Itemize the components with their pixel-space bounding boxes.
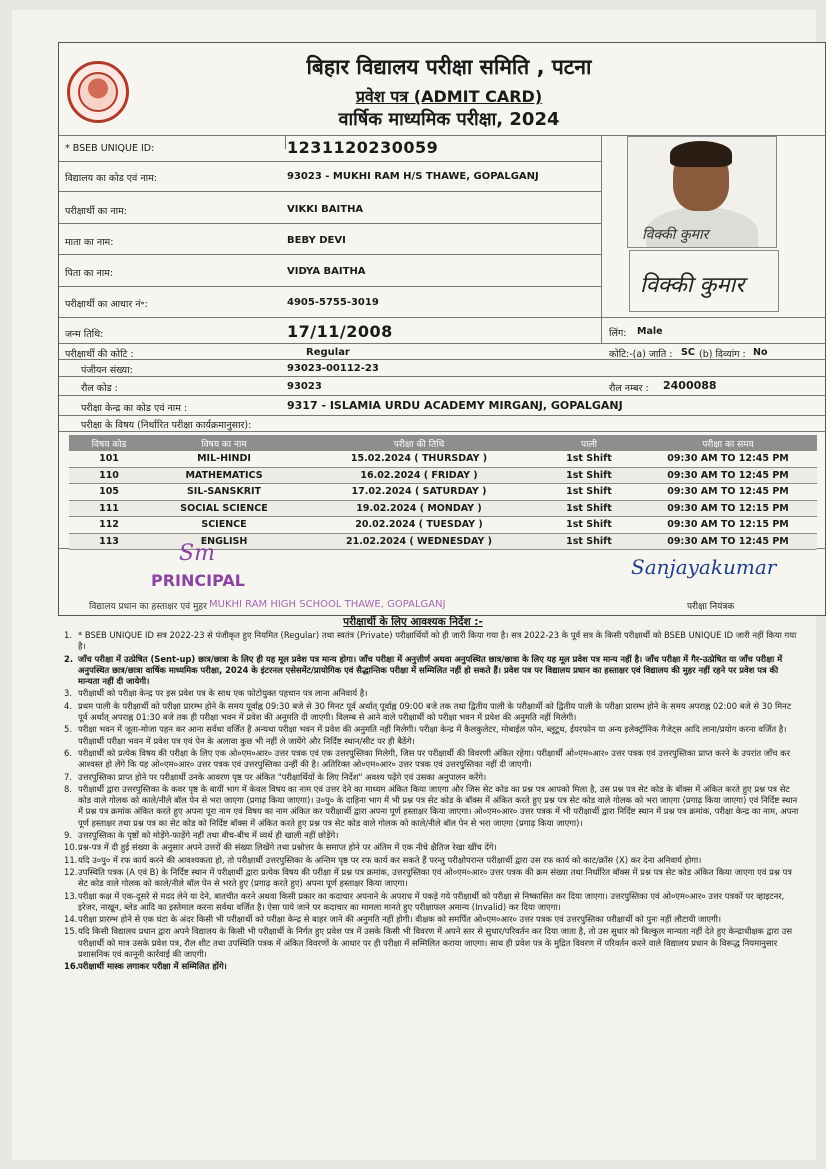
- list-item: 2. जाँच परीक्षा में उत्प्रेषित (Sent-up) छात्र/छात्रा के लिए ही यह मूल प्रवेश पत्र मान्य होगा। जाँच परीक्षा में अनुत्तीर्ण अथवा अनुपस्थित छात्र/छात्रा के लिए यह मूल प्रवेश पत्र मान्य नहीं है। जाँच परीक्षा में गैर-उत्प्रेषित या जाँच परीक्षा में अनुपस्थित छात्र/छात्रा वार्षिक माध्यमिक परीक्षा, 2024 के इंटरनल एसेसमेंट/प्रायोगिक एवं सैद्धान्तिक परीक्षा में सम्मिलित नहीं हो सकते हैं। प्रवेश पत्र पर विद्यालय प्रधान का हस्ताक्षर एवं विद्यालय की मुहर नहीं रहने पर प्रवेश पत्र की मान्यता नहीं दी जायेगी।: [64, 653, 783, 687]
- list-item: 10.प्रश्न-पत्र में दी हुई संख्या के अनुसार अपने उत्तरों की संख्या लिखेंगे तथा प्रश्नोत्तर के समाप्त होने पर अंतिम में एक नीचे क्षैतिज रेखा खींच देंगे।: [64, 842, 497, 853]
- list-item: 7. उत्तरपुस्तिका प्राप्त होने पर परीक्षार्थी उनके आवरण पृष्ठ पर अंकित "परीक्षार्थियों के लिए निर्देश" अवश्य पढ़ेंगे एवं उसका अनुपालन करेंगे।: [64, 771, 487, 782]
- header-exam-date: परीक्षा की तिथि: [393, 439, 445, 450]
- school-value: 93023 - MUKHI RAM H/S THAWE, GOPALGANJ: [287, 171, 539, 182]
- row-code: 105: [99, 486, 119, 498]
- gender-value: Male: [637, 326, 663, 337]
- candidate-name-label: परीक्षार्थी का नाम:: [65, 206, 127, 217]
- list-item: 9. उत्तरपुस्तिका के पृष्ठों को मोड़ेंगे-फाड़ेंगे नहीं तथा बीच-बीच में व्यर्थ ही खाली नहीं छोड़ेंगे।: [64, 830, 339, 841]
- list-item: 14.परीक्षा प्रारम्भ होने से एक घंटा के अंदर किसी भी परीक्षार्थी को परीक्षा केन्द्र से बाहर जाने की अनुमति नहीं होगी। वीक्षक को समर्पित ओ०एम०आर० उत्तर पत्रक एवं उत्तरपुस्तिका परीक्षार्थी को पुनः नहीं लौटायी जाएगी।: [64, 914, 722, 925]
- header-subject-name: विषय का नाम: [201, 439, 247, 450]
- principal-signature: Sm: [179, 541, 215, 566]
- list-item: 11.यदि उ०पु० में रफ कार्य करने की आवश्यकता हो, तो परीक्षार्थी उत्तरपुस्तिका के अन्तिम पृष्ठ पर रफ कार्य कर सकते हैं परन्तु परीक्षोपरान्त परीक्षार्थी द्वारा उस रफ कार्य को काट/क्रॉस (X) कर देना अनिवार्य होगा।: [64, 854, 702, 865]
- controller-signature: Sanjayakumar: [631, 555, 777, 579]
- exam-schedule-table: [69, 435, 817, 550]
- father-name-label: पिता का नाम:: [65, 268, 114, 279]
- aadhaar-value: 4905-5755-3019: [287, 297, 379, 308]
- row-subject: SIL-SANSKRIT: [186, 486, 262, 498]
- header-shift: पाली: [581, 439, 597, 450]
- category-value: Regular: [306, 347, 350, 358]
- row-date: 17.02.2024 ( SATURDAY ): [351, 486, 487, 498]
- instructions-list: [64, 630, 802, 974]
- row-date: 20.02.2024 ( TUESDAY ): [355, 519, 483, 531]
- row-time: 09:30 AM TO 12:45 PM: [667, 486, 789, 498]
- row-shift: 1st Shift: [566, 519, 612, 531]
- row-code: 113: [99, 535, 119, 547]
- candidate-signature-box: [629, 250, 779, 312]
- unique-id-label: * BSEB UNIQUE ID:: [65, 143, 155, 154]
- candidate-name-value: VIKKI BAITHA: [287, 204, 364, 215]
- row-time: 09:30 AM TO 12:45 PM: [667, 453, 789, 465]
- roll-code-value: 93023: [287, 381, 322, 392]
- row-shift: 1st Shift: [566, 453, 612, 465]
- mother-name-value: BEBY DEVI: [287, 235, 346, 246]
- row-time: 09:30 AM TO 12:45 PM: [667, 469, 789, 481]
- row-time: 09:30 AM TO 12:45 PM: [667, 535, 789, 547]
- exam-title: वार्षिक माध्यमिक परीक्षा, 2024: [338, 109, 560, 130]
- principal-stamp: PRINCIPAL: [151, 571, 245, 590]
- row-date: 15.02.2024 ( THURSDAY ): [350, 453, 488, 465]
- table-row: [69, 501, 817, 518]
- list-item: 16.परीक्षार्थी मास्क लगाकर परीक्षा में सम्मिलित होंगे।: [64, 961, 227, 972]
- row-code: 101: [99, 453, 119, 465]
- candidate-photo: [627, 136, 777, 248]
- disability-value: No: [753, 347, 768, 358]
- school-label: विद्यालय का कोड एवं नाम:: [65, 173, 157, 184]
- row-subject: MIL-HINDI: [197, 453, 251, 465]
- principal-label: विद्यालय प्रधान का हस्ताक्षर एवं मुहर: [89, 602, 207, 612]
- list-item: 12.उपस्थिति पत्रक (A एवं B) के निर्दिष्ट स्थान में परीक्षार्थी द्वारा प्रत्येक विषय की परीक्षा में प्रश्न पत्र क्रमांक, उत्तरपुस्तिका एवं ओ०एम०आर० उत्तर पत्रक की क्रम संख्या तथा निर्धारित बॉक्स में प्रश्न पत्र सेट कोड अंकित किया जाएगा एवं प्रश्न पत्र सेट कोड वाले गोलक को काले/नीले बॉल पेन से भरते हुए (प्रगाढ़ करते हुए) अपना पूर्ण हस्ताक्षर किया जाएगा।: [64, 866, 792, 889]
- list-item: 15.यदि किसी विद्यालय प्रधान द्वारा अपने विद्यालय के किसी भी परीक्षार्थी के निर्गत हुए प्रवेश पत्र में उसके किसी भी विवरण में अपने स्तर से सुधार/परिवर्तन कर दिया जाता है, तो उस सुधार को बिल्कुल मान्यता नहीं देते हुए केन्द्राधीक्षक द्वारा उस परीक्षार्थी को मात्र उसके प्रवेश पत्र, रौल शीट तथा उपस्थिति पत्रक में अंकित विवरणों के आधार पर ही परीक्षा में सम्मिलित कराया जाएगा। साथ ही प्रवेश पत्र के मुद्रित विवरण में परिवर्तन करने वाले विद्यालय प्रधान के विरूद्ध नियमानुसार प्रशासनिक एवं कानूनी कार्रवाई की जाएगी।: [64, 926, 792, 960]
- aadhaar-label: परीक्षार्थी का आधार नं॰:: [65, 299, 148, 310]
- gender-label: लिंग:: [609, 328, 627, 339]
- header-exam-time: परीक्षा का समय: [702, 439, 754, 450]
- row-subject: SCIENCE: [201, 519, 247, 531]
- centre-label: परीक्षा केन्द्र का कोड एवं नाम :: [81, 403, 188, 414]
- row-time: 09:30 AM TO 12:15 PM: [667, 519, 789, 531]
- row-subject: ENGLISH: [200, 535, 248, 547]
- admit-card-title: प्रवेश पत्र (ADMIT CARD): [355, 87, 543, 106]
- registration-label: पंजीयन संख्या:: [81, 365, 133, 376]
- list-item: 5. परीक्षा भवन में जूता-मोजा पहन कर आना सर्वथा वर्जित है अन्यथा परीक्षा भवन में प्रवेश की अनुमति नहीं मिलेगी। परीक्षा केन्द्र में कैलकुलेटर, मोबाईल फोन, ब्लूटूथ, ईयरफोन या अन्य इलेक्ट्रॉनिक गैजेट्स आदि लाना/प्रयोग करना वर्जित है। परीक्षार्थी परीक्षा भवन में प्रवेश पत्र एवं पेन के अलावा कुछ भी नहीं ले जायेंगे और निर्दिष्ट स्थान/सीट पर ही बैठेंगे।: [64, 724, 787, 746]
- row-shift: 1st Shift: [566, 502, 612, 514]
- row-date: 16.02.2024 ( FRIDAY ): [360, 469, 478, 481]
- roll-number-value: 2400088: [663, 379, 717, 392]
- list-item: 8. परीक्षार्थी द्वारा उत्तरपुस्तिका के कवर पृष्ठ के बायीं भाग में केवल विषय का नाम एवं उत्तर देने का माध्यम अंकित किया जाएगा और जिस सेट कोड का प्रश्न पत्र आपको मिला है, उस प्रश्न पत्र सेट कोड के बॉक्स में अंकित करते हुए प्रश्न पत्र सेट कोड वाले गोलक को काले/नीले बॉल पेन से भरा जाएगा (प्रगाढ़ किया जाएगा)। उ०पु० के दाहिना भाग में भी प्रश्न पत्र सेट कोड के बॉक्स में अंकित करते हुए प्रश्न पत्र सेट कोड वाले गोलक को भरा जाएगा (प्रगाढ़ किया जाएगा) एवं निर्दिष्ट स्थान में प्रश्न पत्र क्रमांक अंकित करते हुए अपना पूरा नाम एवं विषय का नाम अंकित कर परीक्षार्थी द्वारा अपना पूर्ण हस्ताक्षर किया जाएगा। ओ०एम०आर० उत्तर पत्रक में भी परीक्षार्थी द्वारा निर्दिष्ट स्थान में प्रश्न पत्र क्रमांक, परीक्षा केन्द्र का नाम, अपना पूर्ण हस्ताक्षर तथा प्रश्न पत्र का सेट कोड को निर्दिष्ट बॉक्स में अंकित करते हुए प्रश्न पत्र सेट कोड वाले गोलक को काले/नीले बॉल पेन से भरा जाएगा (प्रगाढ़ किया जाएगा)।: [64, 783, 799, 828]
- candidate-signature: विक्की कुमार: [640, 273, 745, 298]
- table-row: [69, 517, 817, 534]
- instructions-title: परीक्षार्थी के लिए आवश्यक निर्देश :-: [343, 616, 483, 628]
- school-stamp: MUKHI RAM HIGH SCHOOL THAWE, GOPALGANJ: [209, 599, 446, 610]
- list-item: 3. परीक्षार्थी को परीक्षा केन्द्र पर इस प्रवेश पत्र के साथ एक फोटोयुक्त पहचान पत्र लाना अनिवार्य है।: [64, 688, 368, 699]
- bseb-logo-icon: [67, 61, 129, 123]
- disability-label: (b) दिव्यांग :: [699, 349, 746, 360]
- list-item: 1. * BSEB UNIQUE ID सत्र 2022-23 से पंजीकृत हुए नियमित (Regular) तथा स्वतंत्र (Private) परीक्षार्थियों को ही जारी किया गया है। सत्र 2022-23 के पूर्व सत्र के किसी परीक्षार्थी को BSEB UNIQUE ID जारी नहीं किया गया है।: [64, 630, 797, 652]
- caste-value: SC: [681, 347, 695, 358]
- row-code: 110: [99, 469, 119, 481]
- row-date: 21.02.2024 ( WEDNESDAY ): [345, 535, 493, 547]
- dob-value: 17/11/2008: [287, 322, 393, 341]
- header-subject-code: विषय कोड: [91, 439, 127, 450]
- list-item: 6. परीक्षार्थी को प्रत्येक विषय की परीक्षा के लिए एक ओ०एम०आर० उत्तर पत्रक एवं एक उत्तरपुस्तिका मिलेगी, जिस पर परीक्षार्थी की विवरणी अंकित रहेगा। परीक्षार्थी ओ०एम०आर० उत्तर पत्रक एवं उत्तरपुस्तिका प्राप्त करने के उपरांत जाँच कर आश्वस्त हो लेंगे कि यह ओ०एम०आर० उत्तर पत्रक एवं उत्तरपुस्तिका उन्हीं की है। अतिरिक्त ओ०एम०आर० उत्तर पत्रक एवं उत्तरपुस्तिका नहीं दी जाएगी।: [64, 747, 791, 770]
- centre-value: 9317 - ISLAMIA URDU ACADEMY MIRGANJ, GOPALGANJ: [287, 399, 623, 412]
- table-header: [69, 435, 817, 451]
- row-shift: 1st Shift: [566, 469, 612, 481]
- father-name-value: VIDYA BAITHA: [287, 266, 366, 277]
- admit-card: [58, 42, 826, 616]
- table-row: [69, 484, 817, 501]
- category-label: परीक्षार्थी की कोटि :: [65, 349, 134, 360]
- caste-label: कोटि:-(a) जाति :: [609, 349, 673, 360]
- table-row: [69, 468, 817, 485]
- subjects-label: परीक्षा के विषय (निर्धारित परीक्षा कार्यक्रमानुसार):: [81, 420, 252, 431]
- row-code: 112: [99, 519, 119, 531]
- unique-id-value: 1231120230059: [287, 138, 439, 157]
- roll-number-label: रौल नम्बर :: [609, 383, 649, 394]
- list-item: 4. प्रथम पाली के परीक्षार्थी को परीक्षा प्रारम्भ होने के समय पूर्वाह्न 09:30 बजे से 30 मिनट पूर्व अर्थात् पूर्वाह्न 09:00 बजे तक तथा द्वितीय पाली के परीक्षार्थी को द्वितीय पाली के परीक्षा प्रारम्भ होने के समय अपराह्न 02:00 बजे से 30 मिनट पूर्व अर्थात् अपराह्न 01:30 बजे तक ही परीक्षा भवन में प्रवेश की अनुमति दी जाएगी। विलम्ब से आने वाले परीक्षार्थी को परीक्षा भवन में प्रवेश की अनुमति नहीं मिलेगी।: [64, 700, 792, 723]
- board-title: बिहार विद्यालय परीक्षा समिति , पटना: [306, 55, 592, 79]
- row-date: 19.02.2024 ( MONDAY ): [356, 502, 482, 514]
- row-subject: SOCIAL SCIENCE: [180, 502, 268, 514]
- list-item: 13.परीक्षा कक्ष में एक-दूसरे से मदद लेने या देने, बातचीत करने अथवा किसी प्रकार का कदाचार अपनाने के अपराध में पकड़े गये परीक्षार्थी को परीक्षा से निष्कासित कर दिया जाएगा। उत्तरपुस्तिका एवं ओ०एम०आर० उत्तर पत्रकों पर व्हाइटनर, इरेजर, नाखून, ब्लेड आदि का इस्तेमाल करना सर्वथा वर्जित है। ऐसा पाये जाने पर कदाचार का मामला मानते हुए परीक्षाफल अमान्य (Invalid) कर दिया जाएगा।: [64, 890, 785, 912]
- row-subject: MATHEMATICS: [185, 469, 263, 481]
- controller-label: परीक्षा नियंत्रक: [687, 602, 735, 612]
- roll-code-label: रौल कोड :: [81, 383, 118, 394]
- row-code: 111: [99, 502, 119, 514]
- registration-value: 93023-00112-23: [287, 363, 379, 374]
- row-time: 09:30 AM TO 12:15 PM: [667, 502, 789, 514]
- photo-signature: विक्की कुमार: [642, 227, 709, 243]
- table-row: [69, 451, 817, 468]
- dob-label: जन्म तिथि:: [65, 329, 104, 340]
- row-shift: 1st Shift: [566, 535, 612, 547]
- row-shift: 1st Shift: [566, 486, 612, 498]
- mother-name-label: माता का नाम:: [65, 237, 114, 248]
